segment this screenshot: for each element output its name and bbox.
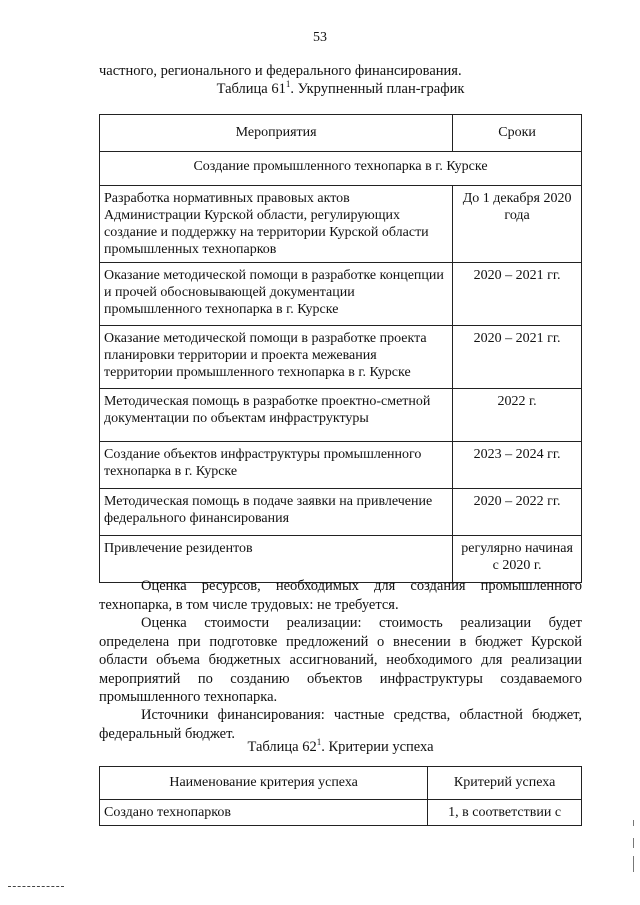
- criteria-table: [99, 766, 582, 826]
- event-cell: Методическая помощь в разработке проектно-сметной документации по объектам инфраструктуры: [100, 389, 453, 442]
- paragraph-resources: Оценка ресурсов, необходимых для создания промышленного технопарка, в том числе трудовых: не требуется.: [99, 578, 582, 613]
- schedule-header-row: [100, 115, 582, 152]
- schedule-table: [99, 114, 582, 583]
- section-title: Создание промышленного технопарка в г. Курске: [100, 152, 582, 186]
- table-row: [100, 800, 582, 826]
- criteria-header-row: [100, 767, 582, 800]
- event-cell: Привлечение резидентов: [100, 536, 453, 583]
- term-cell: регулярно начиная с 2020 г.: [453, 536, 582, 583]
- paragraph-sources: Источники финансирования: частные средства, областной бюджет, федеральный бюджет.: [99, 707, 582, 742]
- table61-caption-suffix: . Укрупненный план-график: [290, 81, 465, 97]
- scan-edge-mark: [633, 838, 634, 848]
- header-terms: Сроки: [453, 115, 582, 152]
- table-row: [100, 389, 582, 442]
- event-cell: Методическая помощь в подаче заявки на привлечение федерального финансирования: [100, 489, 453, 536]
- paragraph-cost: Оценка стоимости реализации: стоимость реализации будет определена при подготовке предложений о внесении в бюджет Курской области объема бюджетных ассигнований, необходимого для реализации мероприятий по созданию объектов инфраструктуры создаваемого промышленного технопарка.: [99, 615, 582, 705]
- table62-caption: [99, 738, 582, 756]
- page-number: 53: [313, 30, 327, 45]
- table61-caption: [99, 80, 582, 98]
- table62-caption-prefix: Таблица 62: [247, 739, 317, 755]
- event-cell: Оказание методической помощи в разработке концепции и прочей обосновывающей документации промышленного технопарка в г. Курске: [100, 263, 453, 326]
- term-cell: 2020 – 2022 гг.: [453, 489, 582, 536]
- criterion-value-cell: 1, в соответствии с: [428, 800, 582, 826]
- table-row: [100, 489, 582, 536]
- table61-caption-prefix: Таблица 61: [216, 81, 286, 97]
- term-cell: 2023 – 2024 гг.: [453, 442, 582, 489]
- table61-caption-sup: 1: [285, 79, 291, 90]
- bottom-rule: [8, 886, 64, 887]
- header-criterion-name: Наименование критерия успеха: [100, 767, 428, 800]
- table-row: [100, 263, 582, 326]
- table-row: [100, 442, 582, 489]
- intro-line: частного, регионального и федерального финансирования.: [99, 63, 462, 79]
- scan-edge-mark: [633, 820, 634, 826]
- term-cell: До 1 декабря 2020 года: [453, 186, 582, 263]
- event-cell: Создание объектов инфраструктуры промышленного технопарка в г. Курске: [100, 442, 453, 489]
- header-criterion-value: Критерий успеха: [428, 767, 582, 800]
- criterion-name-cell: Создано технопарков: [100, 800, 428, 826]
- term-cell: 2020 – 2021 гг.: [453, 326, 582, 389]
- scan-edge-mark: [633, 856, 634, 872]
- table62-caption-sup: 1: [316, 737, 322, 748]
- term-cell: 2022 г.: [453, 389, 582, 442]
- header-events: Мероприятия: [100, 115, 453, 152]
- event-cell: Оказание методической помощи в разработке проекта планировки территории и проекта межевания территории промышленного технопарка в г. Курске: [100, 326, 453, 389]
- table62-caption-suffix: . Критерии успеха: [321, 739, 434, 755]
- schedule-section-row: [100, 152, 582, 186]
- event-cell: Разработка нормативных правовых актов Администрации Курской области, регулирующих создание и поддержку на территории Курской области промышленных технопарков: [100, 186, 453, 263]
- table-row: [100, 536, 582, 583]
- table-row: [100, 326, 582, 389]
- term-cell: 2020 – 2021 гг.: [453, 263, 582, 326]
- table-row: [100, 186, 582, 263]
